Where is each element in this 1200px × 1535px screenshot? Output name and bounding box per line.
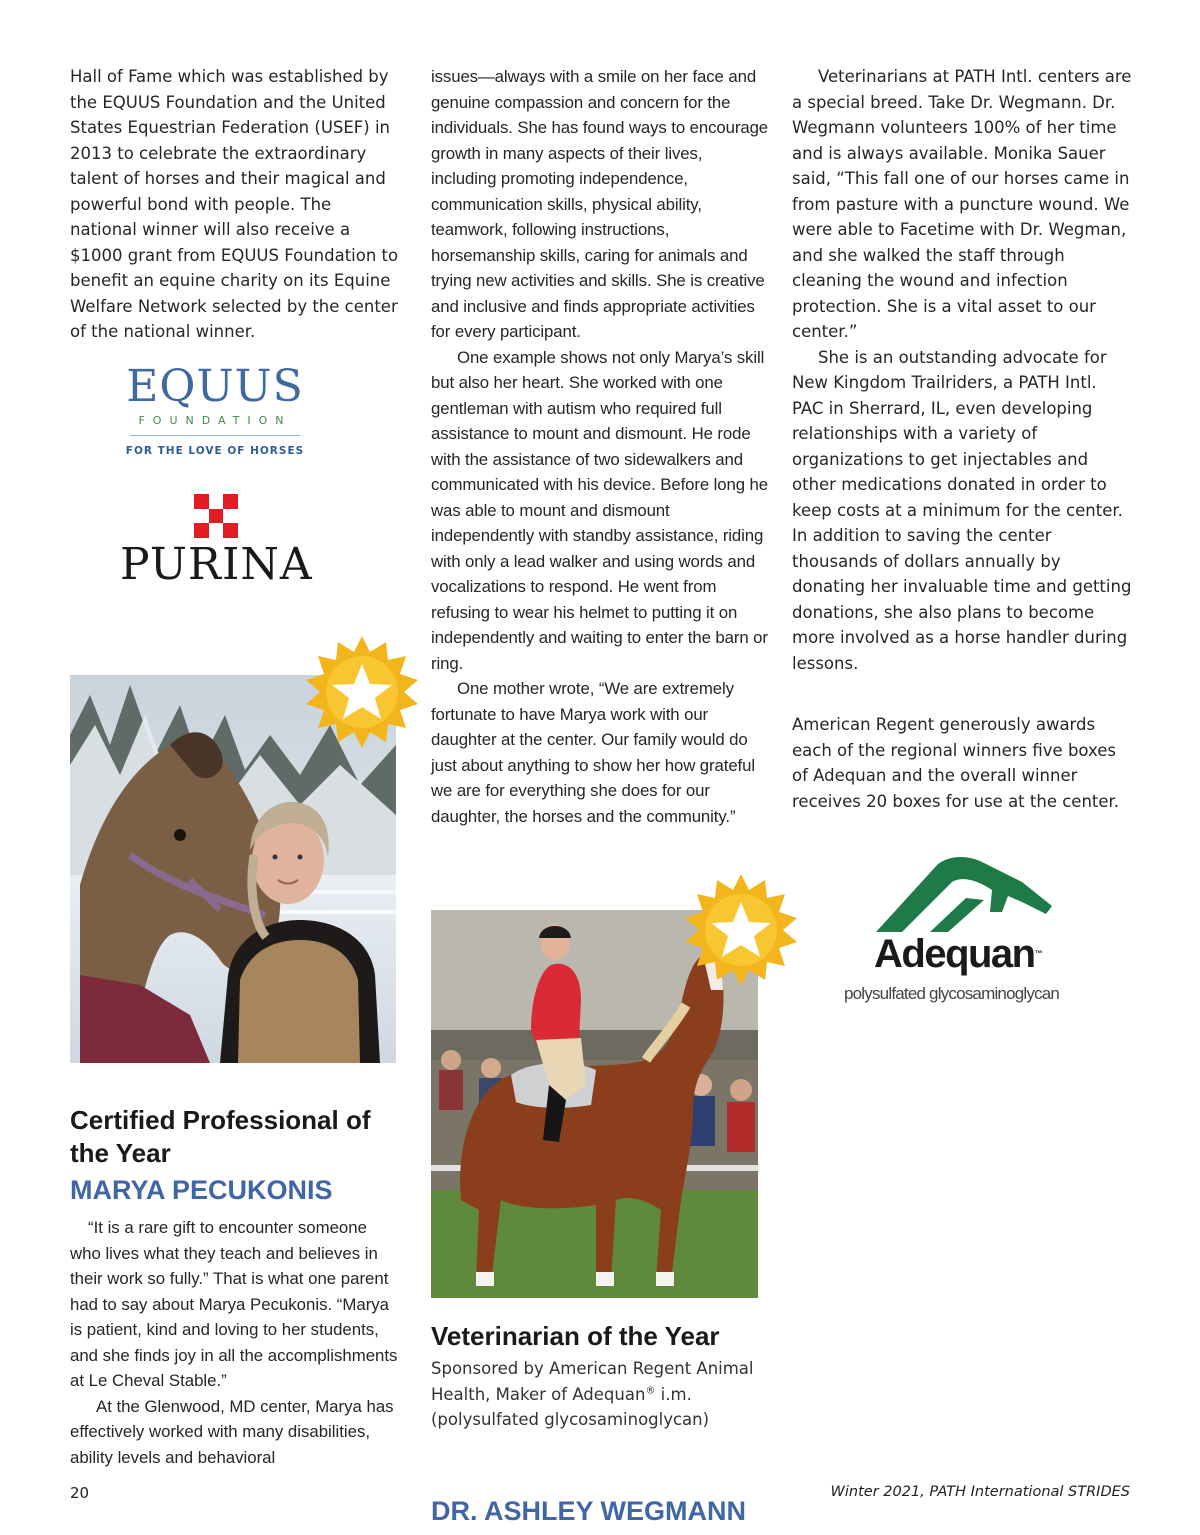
- award1-paragraph: “It is a rare gift to encounter someone who lives what they teach and believes in their work so fully.” That is what one parent had to say about Marya Pecukonis. “Marya is patient, kind and loving to her students, and she finds joy in all the accomplishments at Le Cheval Stable.”: [70, 1218, 398, 1390]
- adequan-horse-icon: [872, 856, 1062, 936]
- col2-paragraph: One example shows not only Marya’s skill but also her heart. She worked with one gentleman with autism who required full assistance to mount and dismount. He rode with the assistance of two sidewalkers and communicated with his device. Before long he was able to mount and dismount independently with standby assistance, riding with only a lead walker and using words and vocalizations to respond. He went from refusing to wear his helmet to putting it on independently and waiting to enter the barn or ring.: [431, 347, 769, 673]
- equus-logo-rule: [130, 435, 300, 436]
- award2-winner-name: DR. ASHLEY WEGMANN: [431, 1496, 747, 1526]
- award2-sponsor: [431, 1356, 771, 1433]
- column-1: [70, 64, 400, 345]
- col3-paragraph: She is an outstanding advocate for New Kingdom Trailriders, a PATH Intl. PAC in Sherrard, IL, even developing relationships with a variety of organizations to get injectables and other medications donated in order to keep costs at a minimum for the center. In addition to saving the center thousands of dollars annually by donating her invaluable time and getting donations, she also plans to become more involved as a horse handler during lessons.: [792, 347, 1132, 673]
- award2-sponsor-a: Sponsored by American Regent Animal Health, Maker of Adequan: [431, 1359, 754, 1404]
- american-regent-note: American Regent generously awards each of the regional winners five boxes of Adequan and the overall winner receives 20 boxes for use at the center.: [792, 715, 1120, 811]
- award1-title: Certified Professional of the Year: [70, 1105, 371, 1168]
- adequan-logo-sub: polysulfated glycosaminoglycan: [844, 984, 1060, 1003]
- col1-paragraph: Hall of Fame which was established by the EQUUS Foundation and the United States Equestrian Federation (USEF) in 2013 to celebrate the extraordinary talent of horses and their magical and powerful bond with people. The national winner will also receive a $1000 grant from EQUUS Foundation to benefit an equine charity on its Equine Welfare Network selected by the center of the national winner.: [70, 67, 399, 341]
- purina-checkerboard-icon: [194, 494, 238, 538]
- equus-logo-word: EQUUS: [126, 361, 304, 412]
- award1-winner-name: MARYA PECUKONIS: [70, 1175, 333, 1205]
- equus-foundation-logo: [120, 362, 310, 457]
- purina-logo: [120, 494, 312, 590]
- adequan-tm: ™: [1034, 949, 1043, 958]
- registered-mark: ®: [645, 1385, 656, 1396]
- column-2: [431, 64, 771, 829]
- adequan-name: Adequan: [874, 932, 1035, 976]
- publication-footer: Winter 2021, PATH International STRIDES: [830, 1484, 1130, 1500]
- col2-paragraph: issues—always with a smile on her face and genuine compassion and concern for the individuals. She has found ways to encourage growth in many aspects of their lives, including promoting independence, communication skills, physical ability, teamwork, following instructions, horsemanship skills, caring for animals and trying new activities and skills. She is creative and inclusive and finds appropriate activities for every participant.: [431, 67, 769, 341]
- award2-title: Veterinarian of the Year: [431, 1321, 720, 1351]
- page-number: 20: [70, 1484, 90, 1502]
- award-star-icon-2: [683, 872, 799, 988]
- column-3: [792, 64, 1132, 676]
- award1-body: [70, 1215, 400, 1470]
- col3-paragraph: Veterinarians at PATH Intl. centers are a special breed. Take Dr. Wegmann. Dr. Wegmann volunteers 100% of her time and is always available. Monika Sauer said, “This fall one of our horses came in from pasture with a puncture wound. We were able to Facetime with Dr. Wegman, and she walked the staff through cleaning the wound and infection protection. She is a vital asset to our center.”: [792, 67, 1132, 341]
- col2-paragraph: One mother wrote, “We are extremely fortunate to have Marya work with our daughter at the center. Our family would do just about anything to show her how grateful we are for everything she does for our daughter, the horses and the community.”: [431, 679, 755, 826]
- purina-logo-word: PURINA: [120, 539, 313, 590]
- award1-paragraph: At the Glenwood, MD center, Marya has effectively worked with many disabilities, ability levels and behavioral: [70, 1396, 394, 1467]
- equus-logo-sub: FOUNDATION: [138, 414, 292, 427]
- adequan-logo-word: [874, 932, 1043, 976]
- award2-sponsor-b: i.m. (polysulfated glycosaminoglycan): [431, 1384, 710, 1429]
- equus-logo-tagline: FOR THE LOVE OF HORSES: [125, 445, 305, 457]
- award-star-icon-1: [304, 634, 420, 750]
